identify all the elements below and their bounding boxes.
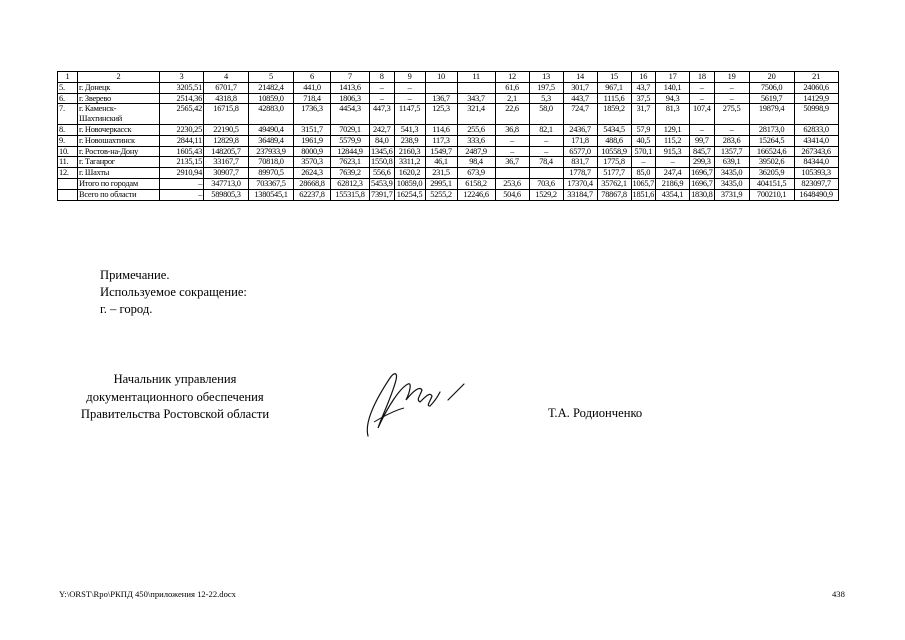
table-cell: 58,0 — [529, 104, 563, 125]
position-line: Правительства Ростовской области — [80, 407, 270, 421]
table-cell: 823097,7 — [794, 178, 838, 189]
table-cell: 441,0 — [294, 82, 331, 93]
table-cell: 231,5 — [425, 168, 457, 179]
table-cell: 1380545,1 — [249, 189, 294, 200]
table-cell: 85,0 — [631, 168, 656, 179]
header-cell: 10 — [425, 72, 457, 83]
header-cell: 18 — [690, 72, 715, 83]
header-cell: 7 — [331, 72, 370, 83]
note-title: Примечание. — [100, 268, 170, 282]
table-cell: 8000,9 — [294, 146, 331, 157]
table-cell: 333,6 — [457, 135, 495, 146]
table-row — [58, 189, 839, 200]
table-cell: 845,7 — [690, 146, 715, 157]
city-cell: г. Новочеркасск — [78, 124, 160, 135]
table-cell: 36,8 — [495, 124, 529, 135]
table-cell: 343,7 — [457, 93, 495, 104]
signatory-name: Т.А. Родионченко — [548, 406, 643, 420]
table-cell: – — [495, 146, 529, 157]
table-cell: 967,1 — [597, 82, 631, 93]
table-cell: 5,3 — [529, 93, 563, 104]
header-cell: 14 — [563, 72, 597, 83]
table-cell: 639,1 — [714, 157, 749, 168]
table-cell: 915,3 — [656, 146, 690, 157]
header-cell: 21 — [794, 72, 838, 83]
table-cell: 62833,0 — [794, 124, 838, 135]
table-cell: 4454,3 — [331, 104, 370, 125]
table-cell: 1736,3 — [294, 104, 331, 125]
header-cell: 8 — [370, 72, 395, 83]
header-cell: 2 — [78, 72, 160, 83]
header-cell: 6 — [294, 72, 331, 83]
table-cell: 7. — [58, 104, 78, 125]
table-cell: 283,6 — [714, 135, 749, 146]
handwritten-signature — [360, 366, 470, 446]
table-cell: 22190,5 — [204, 124, 249, 135]
table-cell: 21482,4 — [249, 82, 294, 93]
table-cell: 46,1 — [425, 157, 457, 168]
header-cell: 17 — [656, 72, 690, 83]
statistics-table — [57, 71, 839, 201]
table-cell: 5453,9 — [371, 178, 393, 188]
table-cell: 11. — [58, 157, 78, 168]
table-cell: 255,6 — [457, 124, 495, 135]
table-cell: 275,5 — [714, 104, 749, 125]
table-cell — [457, 82, 495, 93]
table-cell: 673,9 — [457, 168, 495, 179]
city-cell: г. Таганрог — [78, 157, 160, 168]
table-cell: 33184,7 — [563, 189, 597, 200]
table-cell — [425, 82, 457, 93]
table-cell: 1851,6 — [632, 189, 655, 199]
table-cell: 1961,9 — [294, 135, 331, 146]
table-cell: 7391,7 — [371, 189, 393, 199]
table-cell: – — [690, 82, 715, 93]
table-cell: 3570,3 — [294, 157, 331, 168]
table-cell: 1620,2 — [394, 168, 425, 179]
signatory-position — [55, 371, 295, 424]
header-cell: 5 — [249, 72, 294, 83]
table-cell: 238,9 — [394, 135, 425, 146]
table-cell: – — [160, 178, 204, 189]
table-cell: 70818,0 — [249, 157, 294, 168]
table-cell: 321,4 — [457, 104, 495, 125]
table-cell: 10558,9 — [597, 146, 631, 157]
city-cell: г. Зверево — [78, 93, 160, 104]
table-cell: 5. — [58, 82, 78, 93]
table-cell: 28173,0 — [749, 124, 794, 135]
table-cell: 78867,8 — [597, 189, 631, 200]
table-cell: 3205,51 — [160, 82, 204, 93]
table-cell: 136,7 — [425, 93, 457, 104]
table-cell: – — [529, 135, 563, 146]
table-cell: 703,6 — [529, 178, 563, 189]
table-cell: 1648490,9 — [794, 189, 838, 200]
table-cell: 2995,1 — [425, 178, 457, 189]
table-row — [58, 93, 839, 104]
table-cell: 84344,0 — [794, 157, 838, 168]
table-cell: 16715,8 — [204, 104, 249, 125]
table-cell: 1357,7 — [714, 146, 749, 157]
table-cell: 724,7 — [563, 104, 597, 125]
table-row — [58, 168, 839, 179]
table-cell: 253,6 — [495, 178, 529, 189]
table-cell: 237933,9 — [249, 146, 294, 157]
table-row — [58, 146, 839, 157]
table-cell: 1550,8 — [371, 157, 393, 167]
table-cell: 2186,9 — [656, 178, 690, 189]
table-cell: 541,3 — [394, 124, 425, 135]
table-cell: 6. — [58, 93, 78, 104]
table-cell: 12. — [58, 168, 78, 179]
table-cell: 99,7 — [690, 135, 715, 146]
table-cell: – — [690, 93, 715, 104]
table-cell: 5434,5 — [597, 124, 631, 135]
table-cell: 831,7 — [563, 157, 597, 168]
table-cell: – — [394, 93, 425, 104]
table-cell: 5255,2 — [425, 189, 457, 200]
table-cell: 36,7 — [495, 157, 529, 168]
table-cell: 1830,8 — [691, 189, 713, 199]
table-cell: 31,7 — [631, 104, 656, 125]
table-cell: 2436,7 — [563, 124, 597, 135]
table-cell: 2624,3 — [294, 168, 331, 179]
table-cell: 3731,9 — [714, 189, 749, 200]
table-cell: 129,1 — [656, 124, 690, 135]
table-cell — [495, 168, 529, 179]
city-cell: Всего по области — [78, 189, 160, 200]
table-cell: 107,4 — [690, 104, 715, 125]
table-cell: – — [394, 82, 425, 93]
table-cell: 2910,94 — [160, 168, 204, 179]
table-header-row — [58, 72, 839, 83]
header-cell: 15 — [597, 72, 631, 83]
note-abbr-heading: Используемое сокращение: — [100, 285, 247, 299]
table-cell: 6158,2 — [457, 178, 495, 189]
table-cell: 1696,7 — [691, 168, 713, 178]
note-block — [100, 267, 247, 318]
table-cell: 3151,7 — [294, 124, 331, 135]
table-cell: 114,6 — [425, 124, 457, 135]
table-cell: – — [656, 157, 690, 168]
table-cell: 33167,7 — [204, 157, 249, 168]
table-cell: 1345,6 — [371, 146, 393, 156]
table-cell: 2,1 — [495, 93, 529, 104]
city-cell: г. Новошахтинск — [78, 135, 160, 146]
table-cell: 28668,8 — [294, 178, 331, 189]
header-cell: 3 — [160, 72, 204, 83]
table-row — [58, 157, 839, 168]
table-cell — [58, 178, 78, 189]
table-cell: 35762,1 — [597, 178, 631, 189]
table-cell: 148205,7 — [204, 146, 249, 157]
header-cell: 13 — [529, 72, 563, 83]
table-cell: 1806,3 — [331, 93, 370, 104]
table-cell: 36205,9 — [749, 168, 794, 179]
table-cell: 42883,0 — [249, 104, 294, 125]
table-cell: 1775,8 — [597, 157, 631, 168]
table-cell: 267343,6 — [794, 146, 838, 157]
table-row — [58, 104, 839, 125]
table-cell: 1549,7 — [425, 146, 457, 157]
table-cell: 347713,0 — [204, 178, 249, 189]
table-cell: 166524,6 — [749, 146, 794, 157]
table-cell: 443,7 — [563, 93, 597, 104]
table-cell: 49490,4 — [249, 124, 294, 135]
table-cell: 57,9 — [631, 124, 656, 135]
city-cell: г. Шахты — [78, 168, 160, 179]
table-cell: 404151,5 — [749, 178, 794, 189]
header-cell: 19 — [714, 72, 749, 83]
table-cell: 12829,8 — [204, 135, 249, 146]
table-cell: 39502,6 — [749, 157, 794, 168]
table-cell: 94,3 — [656, 93, 690, 104]
table-cell: 61,6 — [495, 82, 529, 93]
table-row — [58, 124, 839, 135]
header-cell: 4 — [204, 72, 249, 83]
table-cell: 36489,4 — [249, 135, 294, 146]
table-cell: 2514,36 — [160, 93, 204, 104]
table-cell: – — [495, 135, 529, 146]
table-cell: 5177,7 — [597, 168, 631, 179]
page-number: 438 — [832, 589, 845, 599]
table-cell: 1605,43 — [160, 146, 204, 157]
table-cell: 4318,8 — [204, 93, 249, 104]
table-cell: 9. — [58, 135, 78, 146]
note-abbr: г. – город. — [100, 302, 153, 316]
table-cell: 30907,7 — [204, 168, 249, 179]
table-cell: 1065,7 — [632, 178, 655, 188]
table-cell: – — [714, 124, 749, 135]
table-cell: 43,7 — [631, 82, 656, 93]
table-cell: 5619,7 — [749, 93, 794, 104]
table-cell: – — [370, 93, 395, 104]
city-cell: г. Донецк — [78, 82, 160, 93]
table-cell: 2487,9 — [457, 146, 495, 157]
table-cell: 7623,1 — [331, 157, 370, 168]
table-cell: – — [631, 157, 656, 168]
table-cell: 62237,8 — [294, 189, 331, 200]
header-cell: 1 — [58, 72, 78, 83]
table-cell: – — [690, 124, 715, 135]
table-cell: 301,7 — [563, 82, 597, 93]
table-cell: 37,5 — [631, 93, 656, 104]
table-cell: 247,4 — [656, 168, 690, 179]
table-cell: 7639,2 — [331, 168, 370, 179]
table-cell: 115,2 — [656, 135, 690, 146]
header-cell: 20 — [749, 72, 794, 83]
table-cell: 1778,7 — [563, 168, 597, 179]
table-cell: 16254,5 — [394, 189, 425, 200]
table-cell: 299,3 — [690, 157, 715, 168]
table-cell: 570,1 — [631, 146, 656, 157]
table-cell: 2160,3 — [394, 146, 425, 157]
table-cell: 700210,1 — [749, 189, 794, 200]
table-cell: 488,6 — [597, 135, 631, 146]
table-cell — [529, 168, 563, 179]
table-cell: 140,1 — [656, 82, 690, 93]
table-cell: 50998,9 — [794, 104, 838, 125]
header-cell: 12 — [495, 72, 529, 83]
table-cell: 105393,3 — [794, 168, 838, 179]
table-cell: 7506,0 — [749, 82, 794, 93]
table-cell: 62812,3 — [331, 178, 370, 189]
table-cell: 125,3 — [425, 104, 457, 125]
table-cell: 78,4 — [529, 157, 563, 168]
table-cell: 7029,1 — [331, 124, 370, 135]
city-cell: Итого по городам — [78, 178, 160, 189]
table-cell: 4354,1 — [656, 189, 690, 200]
table-cell: 84,0 — [370, 135, 395, 146]
footer-file-path: Y:\ORST\Rpo\РКПД 450\приложения 12-22.docx — [59, 589, 236, 599]
table-cell: 10859,0 — [394, 178, 425, 189]
table-cell: – — [529, 146, 563, 157]
table-cell: 1115,6 — [597, 93, 631, 104]
table-cell: 2230,25 — [160, 124, 204, 135]
table-cell: 155315,8 — [331, 189, 370, 200]
table-cell: 5579,9 — [331, 135, 370, 146]
table-cell: 15264,5 — [749, 135, 794, 146]
table-cell: 40,5 — [631, 135, 656, 146]
table-cell: 703367,5 — [249, 178, 294, 189]
table-cell: 43414,0 — [794, 135, 838, 146]
table-cell: 171,8 — [563, 135, 597, 146]
table-cell: 3435,0 — [714, 178, 749, 189]
table-cell: 2844,11 — [160, 135, 204, 146]
table-cell: 24060,6 — [794, 82, 838, 93]
table-cell: 1859,2 — [597, 104, 631, 125]
table-cell: 8. — [58, 124, 78, 135]
table-cell: 10859,0 — [249, 93, 294, 104]
table-cell: 17370,4 — [563, 178, 597, 189]
table-cell: 589805,3 — [204, 189, 249, 200]
position-line: Начальник управления — [113, 372, 237, 386]
position-line: документационного обеспечения — [86, 389, 264, 404]
table-cell: 2565,42 — [160, 104, 204, 125]
table-cell: 89970,5 — [249, 168, 294, 179]
table-row — [58, 135, 839, 146]
table-cell: – — [714, 93, 749, 104]
table-cell: 1147,5 — [394, 104, 425, 125]
table-cell: 447,3 — [370, 104, 395, 125]
table-cell: – — [370, 82, 395, 93]
table-cell: – — [160, 189, 204, 200]
table-cell: 2135,15 — [160, 157, 204, 168]
header-cell: 16 — [631, 72, 656, 83]
table-cell: 6701,7 — [204, 82, 249, 93]
table-cell: 1529,2 — [529, 189, 563, 200]
table-cell: 242,7 — [370, 124, 395, 135]
table-cell: 81,3 — [656, 104, 690, 125]
table-cell — [58, 189, 78, 200]
header-cell: 9 — [394, 72, 425, 83]
table-cell: 1413,6 — [331, 82, 370, 93]
header-cell: 11 — [457, 72, 495, 83]
table-cell: 556,6 — [370, 168, 395, 179]
table-cell: 197,5 — [529, 82, 563, 93]
table-row — [58, 82, 839, 93]
table-cell: 14129,9 — [794, 93, 838, 104]
table-cell: 98,4 — [457, 157, 495, 168]
city-cell: г. Ростов-на-Дону — [78, 146, 160, 157]
city-cell: г. Каменск-Шахтинский — [78, 104, 160, 125]
table-cell: – — [714, 82, 749, 93]
table-cell: 82,1 — [529, 124, 563, 135]
table-cell: 1696,7 — [691, 178, 713, 188]
table-cell: 504,6 — [495, 189, 529, 200]
table-cell: 10. — [58, 146, 78, 157]
table-cell: 6577,0 — [563, 146, 597, 157]
table-cell: 718,4 — [294, 93, 331, 104]
table-row — [58, 178, 839, 189]
table-cell: 3311,2 — [394, 157, 425, 168]
table-cell: 19879,4 — [749, 104, 794, 125]
table-cell: 12844,9 — [331, 146, 370, 157]
table-cell: 3435,0 — [714, 168, 749, 179]
table-cell: 117,3 — [425, 135, 457, 146]
table-cell: 12246,6 — [457, 189, 495, 200]
table-cell: 22,6 — [495, 104, 529, 125]
